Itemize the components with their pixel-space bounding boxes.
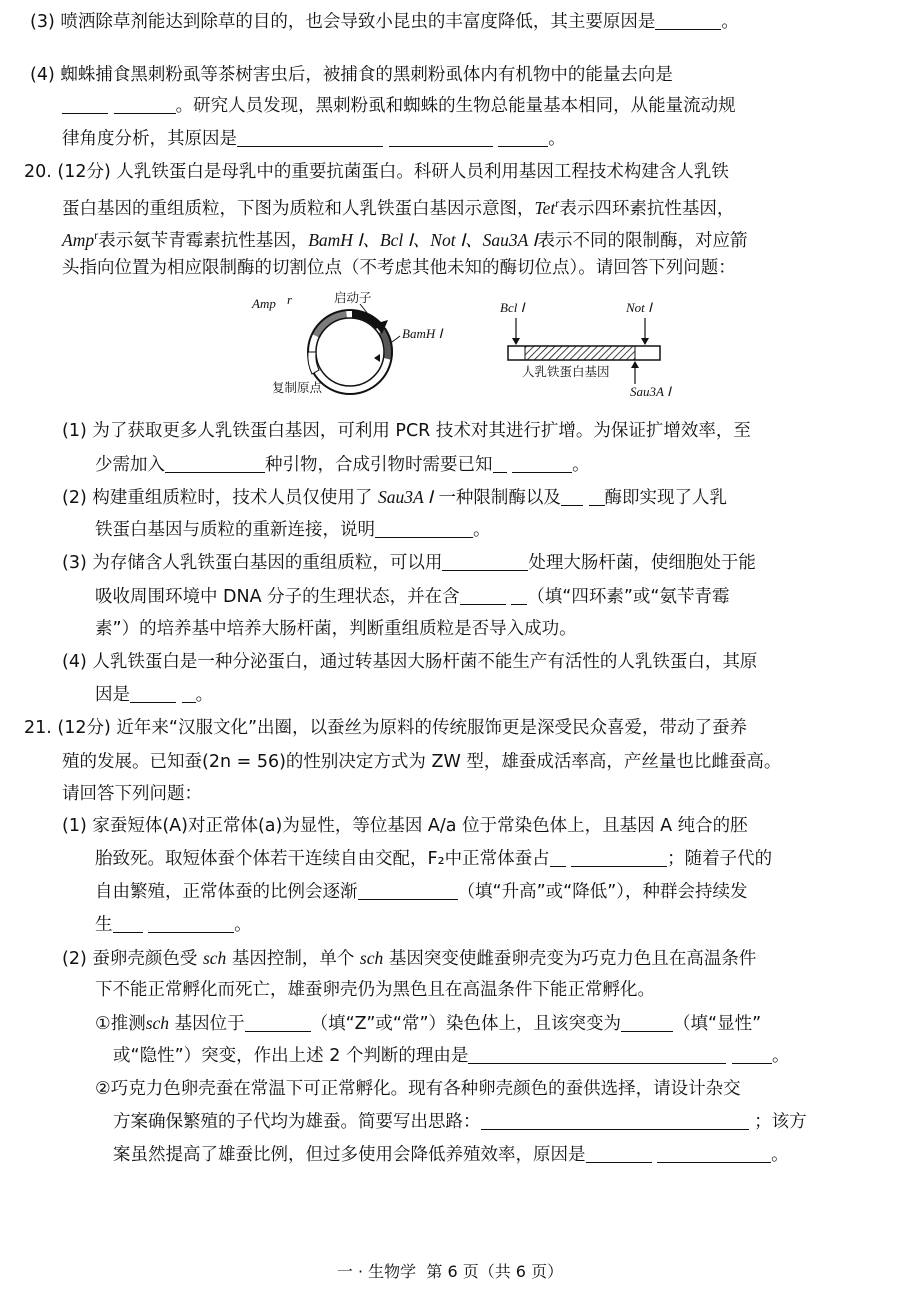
sch-gene-label: sch bbox=[145, 1013, 170, 1033]
answer-blank[interactable] bbox=[589, 487, 605, 506]
q21-part2-line1-c: 基因突变使雌蚕卵壳变为巧克力色且在高温条件 bbox=[388, 949, 757, 969]
q20-part2-line1 bbox=[62, 481, 727, 515]
answer-blank[interactable] bbox=[655, 11, 721, 30]
q21-part1-line4: 生 。 bbox=[95, 915, 252, 935]
answer-blank[interactable] bbox=[586, 1144, 652, 1163]
q20-part3-line1 bbox=[62, 547, 756, 580]
q21-part2-line2: 下不能正常孵化而死亡，雄蚕卵壳仍为黑色且在高温条件下能正常孵化。 bbox=[95, 980, 655, 1000]
answer-blank[interactable] bbox=[237, 128, 383, 147]
q21-sub1-line2: 或“隐性”）突变，作出上述 2 个判断的理由是 。 bbox=[113, 1046, 790, 1066]
label-not: Not Ⅰ bbox=[626, 300, 652, 315]
q21-part1-line4-text: 生 bbox=[95, 915, 113, 935]
q20-part1-line1: (1) 为了获取更多人乳铁蛋白基因，可利用 PCR 技术对其进行扩增。为保证扩增效率，至 bbox=[62, 421, 751, 441]
q21-part1-line2-a: 胎致死。取短体蚕个体若干连续自由交配，F₂中正常体蚕占 bbox=[95, 849, 550, 869]
q21-part1-line3-b: （填“升高”或“降低”），种群会持续发 bbox=[457, 882, 748, 902]
answer-blank[interactable] bbox=[375, 519, 473, 538]
q20-part3-line2-b: （填“四环素”或“氨苄青霉 bbox=[527, 587, 730, 607]
q21-sub2-line2 bbox=[113, 1106, 807, 1139]
q21-part2-line1-b: 基因控制，单个 bbox=[231, 949, 355, 969]
q20-part3-line1-a: (3) 为存储含人乳铁蛋白基因的重组质粒，可以用 bbox=[62, 553, 443, 573]
q20-part4-line2: 因是 。 bbox=[95, 685, 214, 705]
q21-sub2-line1: ②巧克力色卵壳蚕在常温下可正常孵化。现有各种卵壳颜色的蚕供选择，请设计杂交 bbox=[95, 1079, 741, 1099]
answer-blank[interactable] bbox=[182, 684, 196, 703]
q20-stem-line2: 蛋白基因的重组质粒，下图为质粒和人乳铁蛋白基因示意图，Tet$^r$表示四环素抗性基因， bbox=[62, 197, 735, 219]
q20-part2-line2-text: 铁蛋白基因与质粒的重新连接，说明 bbox=[95, 520, 375, 540]
q20-part4-line1: (4) 人乳铁蛋白是一种分泌蛋白，通过转基因大肠杆菌不能生产有活性的人乳铁蛋白，其原 bbox=[62, 652, 758, 672]
q19-part3: (3) 喷洒除草剂能达到除草的目的，也会导致小昆虫的丰富度降低，其主要原因是 。 bbox=[30, 12, 739, 32]
q21-part1-line3-a: 自由繁殖，正常体蚕的比例会逐渐 bbox=[95, 882, 358, 902]
tet-gene-label: Tet bbox=[534, 197, 556, 218]
q19-part4-line2-text: 。研究人员发现，黑刺粉虱和蜘蛛的生物总能量基本相同，从能量流动规 bbox=[175, 96, 736, 116]
q20-part3-line1-b: 处理大肠杆菌，使细胞处于能 bbox=[528, 553, 756, 573]
answer-blank[interactable] bbox=[358, 881, 458, 900]
q19-part4-line1: (4) 蜘蛛捕食黑刺粉虱等茶树害虫后，被捕食的黑刺粉虱体内有机物中的能量去向是 bbox=[30, 65, 673, 85]
answer-blank[interactable] bbox=[148, 914, 234, 933]
gene-figure bbox=[500, 300, 672, 399]
answer-blank[interactable] bbox=[498, 128, 548, 147]
label-promoter: 启动子 bbox=[334, 290, 372, 305]
enzyme-list: BamH Ⅰ、Bcl Ⅰ、Not Ⅰ、Sau3A Ⅰ bbox=[308, 229, 538, 250]
answer-blank[interactable] bbox=[571, 848, 667, 867]
answer-blank[interactable] bbox=[442, 552, 528, 571]
answer-blank[interactable] bbox=[732, 1045, 772, 1064]
answer-blank[interactable] bbox=[245, 1013, 311, 1032]
plasmid-figure bbox=[251, 290, 443, 395]
q20-stem-line3-b: 表示不同的限制酶，对应箭 bbox=[537, 230, 748, 251]
q21-stem-line3: 请回答下列问题： bbox=[62, 784, 202, 804]
q21-sub2-line3-text: 案虽然提高了雄蚕比例，但过多使用会降低养殖效率，原因是 bbox=[113, 1145, 586, 1165]
q21-part1-line1: (1) 家蚕短体(A)对正常体(a)为显性，等位基因 A/a 位于常染色体上，且基因 A 纯合的胚 bbox=[62, 816, 748, 836]
label-sau: Sau3A Ⅰ bbox=[630, 384, 671, 399]
q20-part1-line2-b: 种引物，合成引物时需要已知 bbox=[265, 455, 493, 475]
q20-part2-line2: 铁蛋白基因与质粒的重新连接，说明 。 bbox=[95, 520, 491, 540]
q21-part1-line2-b: ；随着子代的 bbox=[667, 849, 773, 869]
q20-part3-line2-a: 吸收周围环境中 DNA 分子的生理状态，并在含 bbox=[95, 587, 460, 607]
amp-resistance-segment bbox=[312, 310, 347, 338]
sau-enzyme-label: Sau3A Ⅰ bbox=[377, 487, 433, 507]
q21-sub1-line1 bbox=[95, 1007, 761, 1041]
q21-sub1-line1-b: 基因位于 bbox=[174, 1014, 245, 1034]
answer-blank[interactable] bbox=[460, 586, 506, 605]
page-footer bbox=[0, 1255, 900, 1288]
q20-stem-line3-a: 表示氨苄青霉素抗性基因， bbox=[98, 230, 309, 251]
sch-gene-label: sch bbox=[202, 948, 227, 968]
q20-part3-line2 bbox=[95, 581, 729, 614]
label-gene: 人乳铁蛋白基因 bbox=[522, 364, 610, 379]
bamh-site-arrow-icon bbox=[374, 354, 380, 362]
label-amp: Amp bbox=[252, 296, 276, 311]
answer-blank[interactable] bbox=[114, 95, 176, 114]
q21-sub2-line2-b: ；该方 bbox=[754, 1112, 807, 1132]
q20-part3-line3: 素”）的培养基中培养大肠杆菌，判断重组质粒是否导入成功。 bbox=[95, 619, 577, 639]
q21-sub1-line2-text: 或“隐性”）突变，作出上述 2 个判断的理由是 bbox=[113, 1046, 469, 1066]
q21-part2-line1 bbox=[62, 942, 756, 976]
q19-part4-line3: 律角度分析，其原因是 。 bbox=[62, 129, 566, 149]
q21-stem-line2: 殖的发展。已知蚕(2n = 56)的性别决定方式为 ZW 型，雄蚕成活率高，产丝量也比雌蚕高。 bbox=[62, 752, 782, 772]
q20-stem-line3: Amp$^r$表示氨苄青霉素抗性基因，BamH Ⅰ、Bcl Ⅰ、Not Ⅰ、Sau3A Ⅰ表示不同的限制酶，对应箭 bbox=[62, 229, 748, 251]
answer-blank[interactable] bbox=[468, 1045, 726, 1064]
q19-part3-text: (3) 喷洒除草剂能达到除草的目的，也会导致小昆虫的丰富度降低，其主要原因是 bbox=[30, 12, 656, 32]
answer-blank[interactable] bbox=[62, 95, 108, 114]
q21-sub1-line1-d: （填“显性” bbox=[673, 1014, 762, 1034]
svg-text:r: r bbox=[287, 292, 293, 307]
q21-part1-line2 bbox=[95, 843, 772, 876]
q19-part4-line2 bbox=[62, 90, 736, 123]
q21-stem-line1: 21. (12分) 近年来“汉服文化”出圈，以蚕丝为原料的传统服饰更是深受民众喜爱，带动了蚕养 bbox=[24, 718, 748, 738]
q21-part1-line3 bbox=[95, 876, 748, 909]
lactoferrin-gene-region bbox=[525, 346, 635, 360]
answer-blank[interactable] bbox=[512, 454, 572, 473]
footer-mark: 一 · bbox=[336, 1262, 369, 1281]
q21-part2-line1-a: (2) 蚕卵壳颜色受 bbox=[62, 949, 198, 969]
q20-part2-line1-a: (2) 构建重组质粒时，技术人员仅使用了 bbox=[62, 488, 373, 508]
footer-page-number: 第 6 页（共 6 页） bbox=[426, 1262, 564, 1281]
q19-part4-line3-text: 律角度分析，其原因是 bbox=[62, 129, 237, 149]
answer-blank[interactable] bbox=[481, 1111, 749, 1130]
answer-blank[interactable] bbox=[493, 454, 507, 473]
q20-part2-line1-c: 酶即实现了人乳 bbox=[604, 488, 728, 508]
footer-subject: 生物学 bbox=[368, 1262, 417, 1281]
answer-blank[interactable] bbox=[389, 128, 493, 147]
label-bcl: Bcl Ⅰ bbox=[500, 300, 525, 315]
q20-stem-line4: 头指向位置为相应限制酶的切割位点（不考虑其他未知的酶切位点）。请回答下列问题： bbox=[62, 258, 736, 278]
label-ori: 复制原点 bbox=[272, 380, 323, 395]
q21-sub1-line1-c: （填“Z”或“常”）染色体上，且该突变为 bbox=[310, 1014, 622, 1034]
q20-part1-line2-a: 少需加入 bbox=[95, 455, 165, 475]
q21-sub2-line3: 案虽然提高了雄蚕比例，但过多使用会降低养殖效率，原因是 。 bbox=[113, 1145, 789, 1165]
q20-part1-line2: 少需加入 种引物，合成引物时需要已知 。 bbox=[95, 455, 590, 475]
q20-stem-line2-b: 表示四环素抗性基因， bbox=[559, 198, 735, 219]
q20-part2-line1-b: 一种限制酶以及 bbox=[438, 488, 561, 508]
answer-blank[interactable] bbox=[550, 848, 566, 867]
amp-gene-label: Amp bbox=[62, 229, 95, 250]
q21-sub2-line2-a: 方案确保繁殖的子代均为雄蚕。简要写出思路： bbox=[113, 1112, 481, 1132]
label-bamh: BamH Ⅰ bbox=[402, 326, 443, 341]
sch-gene-label: sch bbox=[359, 948, 384, 968]
q20-stem-line2-a: 蛋白基因的重组质粒，下图为质粒和人乳铁蛋白基因示意图， bbox=[62, 198, 535, 219]
answer-blank[interactable] bbox=[621, 1013, 673, 1032]
answer-blank[interactable] bbox=[511, 586, 527, 605]
answer-blank[interactable] bbox=[165, 454, 265, 473]
answer-blank[interactable] bbox=[130, 684, 176, 703]
answer-blank[interactable] bbox=[657, 1144, 771, 1163]
q21-sub1-line1-a: ①推测 bbox=[95, 1014, 146, 1034]
answer-blank[interactable] bbox=[113, 914, 143, 933]
q20-part4-line2-text: 因是 bbox=[95, 685, 130, 705]
answer-blank[interactable] bbox=[561, 487, 583, 506]
plasmid-gene-diagram bbox=[250, 290, 710, 400]
q20-stem-line1: 20. (12分) 人乳铁蛋白是母乳中的重要抗菌蛋白。科研人员利用基因工程技术构建含人乳铁 bbox=[24, 162, 729, 182]
